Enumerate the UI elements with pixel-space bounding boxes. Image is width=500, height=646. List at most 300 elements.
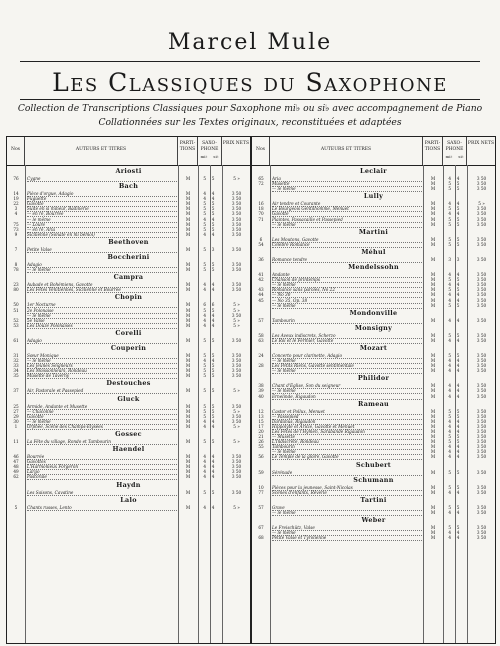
entry-number: 9	[14, 231, 18, 237]
entry-title: Les Moutons, Gavotte	[272, 237, 422, 243]
entry-partition: M	[430, 337, 436, 343]
entry-price: 3 50	[476, 216, 487, 222]
entry-saxophone: 5 5	[203, 368, 217, 374]
entry-price: 3 50	[231, 474, 242, 480]
entry-price: 5 »	[233, 176, 240, 181]
entry-partition: M	[430, 504, 436, 510]
entry-price: 3 50	[231, 469, 242, 475]
entry-saxophone: 5 5	[448, 236, 462, 242]
entry-saxophone: 5 5	[448, 287, 462, 293]
entry-number: 26	[258, 439, 264, 445]
entry-title: Armide, Andante et Musette	[27, 404, 177, 410]
entry-saxophone: 4 4	[448, 211, 462, 217]
entry-number: 12	[258, 408, 264, 414]
entry-number: 25	[13, 403, 19, 409]
entry-number: 67	[258, 525, 264, 531]
entry-title: Adagio	[27, 262, 177, 268]
entry-title: Suite en si mineur, Badinerie	[27, 206, 177, 212]
entry-price: 3 50	[476, 408, 487, 414]
entry-saxophone: 4 4	[448, 388, 462, 394]
entry-saxophone: 4 4	[448, 368, 462, 374]
entry-price: 3 50	[231, 287, 242, 293]
entry-saxophone: 4 4	[203, 469, 217, 475]
entry-partition: M	[430, 444, 436, 450]
header-price: PRIX NETS	[467, 141, 495, 146]
header-author: AUTEURS ET TITRES	[25, 137, 178, 165]
header-saxophone	[443, 137, 467, 165]
entry-price: 3 50	[476, 211, 487, 217]
entry-saxophone: 5 5	[448, 352, 462, 358]
entry-saxophone: 5 5	[203, 373, 217, 379]
entry-number: 32	[13, 358, 19, 364]
entry-partition: M	[185, 287, 191, 293]
entry-title: 5e Valse	[27, 318, 177, 324]
composer-heading: Couperin	[110, 343, 147, 352]
entry-title: — le même	[27, 419, 177, 425]
entry-price: 3 50	[231, 403, 242, 409]
entry-title: Concerto pour clarinette, Adagio	[272, 353, 422, 359]
entry-price: 3 50	[476, 449, 487, 455]
composer-heading: Mozart	[359, 343, 388, 352]
entry-partition: M	[430, 206, 436, 212]
header-saxophone-label: SAXO-PHONE	[200, 141, 219, 152]
entry-saxophone: 4 4	[448, 418, 462, 424]
entry-price: 3 50	[476, 352, 487, 358]
entry-price: 3 50	[231, 464, 242, 470]
entry-partition: M	[430, 201, 436, 207]
composer-heading: Mondonville	[349, 308, 398, 317]
entry-number: 55	[258, 444, 264, 450]
entry-price: 3 50	[476, 302, 487, 308]
entry-price: 3 50	[231, 246, 242, 252]
catalog-entry	[7, 505, 250, 510]
entry-price: 3 50	[231, 368, 242, 374]
entry-partition: M	[185, 211, 191, 217]
entry-saxophone: 4 4	[203, 358, 217, 364]
entry-partition: M	[185, 226, 191, 232]
entry-partition: M	[430, 272, 436, 278]
entry-partition: M	[185, 373, 191, 379]
entry-title: Cygne	[27, 176, 177, 182]
entry-partition: M	[430, 176, 436, 181]
entry-partition: M	[430, 221, 436, 227]
entry-title: Air, Pastorale et Passepied	[27, 388, 177, 394]
entry-price: 3 50	[476, 439, 487, 445]
entry-partition: M	[430, 525, 436, 531]
entry-partition: M	[185, 388, 191, 394]
entry-price: 3 50	[476, 206, 487, 212]
entry-saxophone: 5 5	[203, 489, 217, 495]
entry-saxophone: 4 4	[203, 287, 217, 293]
entry-partition: M	[185, 246, 191, 252]
entry-saxophone: 5 5	[203, 176, 217, 181]
entry-number: 23	[13, 282, 19, 288]
entry-number: 77	[258, 489, 264, 495]
entry-partition: M	[430, 216, 436, 222]
column-header	[7, 137, 250, 166]
entry-partition: M	[430, 352, 436, 358]
entry-saxophone: 5 5	[203, 403, 217, 409]
entry-title: Aria	[272, 176, 422, 182]
header-rule-bottom	[20, 99, 480, 100]
entry-title: Tambourin	[272, 444, 422, 450]
entry-number: 31	[13, 352, 19, 358]
entry-title: Musette de Taverny	[27, 373, 177, 379]
entry-price: 3 50	[231, 358, 242, 364]
entry-price: 3 50	[476, 292, 487, 298]
entry-title: Castor et Pollux, Menuet	[272, 409, 422, 415]
catalog-entry	[252, 510, 495, 515]
entry-number: 58	[258, 332, 264, 338]
header-author: AUTEURS ET TITRES	[270, 137, 423, 165]
entry-title: Les Fêtes de l'Hymen, Sarabande Rigaudon	[272, 429, 422, 435]
entry-title: — No 35, Op. 38	[272, 298, 422, 304]
entry-title: Les Fêtes Vénitiennes, Sicilienne et Bourrée	[27, 287, 177, 293]
header-sax-bb: si♭	[213, 154, 219, 159]
entry-price: 5 »	[233, 423, 240, 429]
entry-number: 1	[14, 423, 18, 429]
composer-heading: Méhul	[361, 247, 386, 256]
entry-partition: M	[185, 206, 191, 212]
entry-title: — le même	[272, 388, 422, 394]
entry-saxophone: 5 5	[203, 211, 217, 217]
entry-title: — Musette	[272, 434, 422, 440]
entry-saxophone: 4 4	[448, 535, 462, 541]
entry-title: Aubade et Bohémiens, Gavotte	[27, 282, 177, 288]
composer-heading: Boccherini	[107, 253, 150, 262]
entry-saxophone: 4 4	[448, 292, 462, 298]
entry-title: L'Harmonieux Forgeron	[27, 464, 177, 470]
entry-title: Gavotte	[27, 201, 177, 207]
entry-partition: M	[430, 535, 436, 541]
entry-price: 5 »	[233, 322, 240, 328]
entry-title: Sicilienne (Sonate en mi bémol)	[27, 232, 177, 238]
entry-title: — No 30	[272, 292, 422, 298]
entry-price: 3 50	[476, 363, 487, 369]
header-partitions: PARTI-TIONS	[178, 137, 198, 165]
entry-partition: M	[185, 221, 191, 227]
entry-price: 3 50	[476, 282, 487, 288]
entry-title: — le même	[272, 222, 422, 228]
entry-partition: M	[430, 287, 436, 293]
entry-saxophone: 4 4	[448, 272, 462, 278]
entry-price: 3 50	[476, 530, 487, 536]
entry-number: 33	[13, 363, 19, 369]
entry-saxophone: 5 5	[203, 307, 217, 313]
entry-number: 34	[13, 368, 19, 374]
entry-saxophone: 5 5	[203, 262, 217, 268]
entry-saxophone: 5 5	[203, 352, 217, 358]
catalog-entry	[252, 338, 495, 343]
entry-title: Le Bourgeois Gentilhomme, Menuet	[272, 206, 422, 212]
entry-saxophone: 4 4	[448, 429, 462, 434]
catalog-entry	[252, 490, 495, 495]
entry-saxophone: 5 5	[448, 469, 462, 475]
catalog-entry	[7, 439, 250, 444]
entry-partition: M	[430, 297, 436, 303]
entry-saxophone: 5 5	[448, 484, 462, 490]
entry-title: — le même	[27, 217, 177, 223]
entry-title: — en ré, Aria	[27, 227, 177, 233]
entry-number: 4	[14, 211, 18, 217]
entry-price: 3 50	[476, 358, 487, 364]
entry-number: 65	[258, 176, 264, 181]
entry-title: Adagio	[27, 338, 177, 344]
entry-number: 15	[258, 418, 264, 424]
entry-partition: M	[430, 241, 436, 247]
entry-saxophone: 5 5	[203, 267, 217, 273]
entry-partition: M	[430, 454, 436, 460]
entry-number: 71	[258, 216, 264, 222]
entry-partition: M	[185, 504, 191, 510]
entry-title: — le même	[272, 510, 422, 516]
header-rule-top	[20, 61, 480, 62]
entry-partition: M	[430, 383, 436, 389]
entry-title: Gavotte	[27, 414, 177, 420]
entry-price: 3 50	[476, 509, 487, 515]
entry-number: 28	[258, 363, 264, 369]
entry-partition: M	[430, 292, 436, 298]
composer-heading: Rameau	[357, 399, 389, 408]
entry-saxophone: 4 4	[203, 474, 217, 480]
entry-partition: M	[185, 474, 191, 480]
entry-title: — le même	[272, 530, 422, 536]
catalog-entry	[7, 424, 250, 429]
entry-number: 38	[258, 383, 264, 389]
entry-price: 3 50	[476, 368, 487, 374]
entry-price: 3 50	[476, 256, 487, 262]
entry-partition: M	[430, 484, 436, 490]
entry-number: 46	[13, 454, 19, 460]
entry-number: 53	[13, 322, 19, 328]
catalog-entry	[7, 287, 250, 292]
header-price: PRIX NETS	[222, 141, 250, 146]
entry-partition: M	[430, 332, 436, 338]
composer-heading: Schubert	[355, 460, 392, 469]
entry-saxophone: 4 4	[203, 322, 217, 328]
entry-partition: M	[185, 267, 191, 273]
entry-price: 3 50	[476, 297, 487, 303]
entry-number: 5	[14, 504, 18, 510]
entry-title: Le Temple de la gloire, Gavotte	[272, 454, 422, 460]
subtitle-line-1: Collection de Transcriptions Classiques pour Saxophone mi♭ ou si♭ avec accompagnement de Piano	[17, 103, 483, 114]
entry-saxophone: 5 5	[448, 216, 462, 222]
author-name: Marcel Mule	[167, 30, 333, 55]
entry-title: Hippolyte et Aricie, Gavotte et Menuet	[272, 424, 422, 430]
entry-price: 3 50	[231, 312, 242, 318]
entry-partition: M	[185, 368, 191, 374]
entry-price: 3 50	[476, 176, 487, 181]
entry-price: 3 50	[231, 231, 242, 237]
entry-saxophone: 4 4	[448, 530, 462, 536]
entry-number: 35	[13, 373, 19, 379]
composer-heading: Lully	[363, 192, 384, 201]
catalog-entry	[252, 535, 495, 540]
header-partitions: PARTI-TIONS	[423, 137, 443, 165]
entry-saxophone: 4 4	[203, 196, 217, 202]
entry-price: 3 50	[476, 287, 487, 293]
entry-number: 21	[258, 434, 264, 440]
entry-partition: M	[185, 403, 191, 409]
entry-partition: M	[430, 388, 436, 394]
entry-title: 2e Polonaise	[27, 308, 177, 314]
entry-price: 3 50	[476, 388, 487, 394]
entry-number: 62	[13, 474, 19, 480]
entry-price: 3 50	[476, 429, 487, 434]
entry-price: 3 50	[231, 413, 242, 419]
header-number: Nos	[252, 137, 270, 165]
entry-price: 3 50	[476, 186, 487, 192]
entry-number: 20	[258, 429, 264, 434]
entry-price: 3 50	[231, 211, 242, 217]
entry-number: 50	[13, 302, 19, 308]
entry-saxophone: 5 5	[448, 504, 462, 510]
entry-partition: M	[430, 393, 436, 399]
entry-price: 3 50	[476, 383, 487, 389]
entry-price: 3 50	[231, 337, 242, 343]
entry-price: 3 50	[231, 282, 242, 288]
entry-saxophone: 4 4	[448, 363, 462, 369]
entry-title: Les Aveux indiscrets, Scherzo	[272, 333, 422, 339]
entry-price: 3 50	[476, 434, 487, 440]
entry-saxophone: 4 4	[448, 393, 462, 399]
catalog-entry	[252, 318, 495, 323]
entry-saxophone: 4 4	[203, 312, 217, 318]
entry-saxophone: 4 4	[448, 383, 462, 389]
entry-partition: M	[185, 231, 191, 237]
entry-saxophone: 5 5	[203, 388, 217, 394]
entry-number: 14	[13, 191, 19, 197]
entry-number: 37	[13, 388, 19, 394]
entry-number: 13	[258, 413, 264, 419]
page-title: Les Classiques du Saxophone	[52, 68, 448, 97]
entry-title: Orphée, Scène des Champs-Élysées	[27, 424, 177, 430]
header-sax-eb: mi♭	[200, 154, 208, 159]
entry-title: Pièces pour la jeunesse, Saint-Nicolas	[272, 485, 422, 491]
composer-heading: Martini	[358, 227, 389, 236]
entry-price: 3 50	[476, 504, 487, 510]
entry-title: Chants russes, Lento	[27, 505, 177, 511]
entry-price: 3 50	[231, 418, 242, 424]
header-saxophone	[198, 137, 222, 165]
entry-saxophone: 4 4	[448, 176, 462, 181]
entry-price: 3 50	[476, 241, 487, 247]
entry-number: 47	[13, 459, 19, 465]
entry-price: 3 50	[231, 221, 242, 227]
entry-number: 39	[258, 388, 264, 394]
entry-partition: M	[185, 423, 191, 429]
entry-number: 18	[258, 206, 264, 212]
entry-partition: M	[185, 358, 191, 364]
entry-saxophone: 4 4	[448, 297, 462, 303]
entry-price: 5 »	[233, 302, 240, 308]
entry-saxophone: 4 4	[203, 464, 217, 470]
entry-number: 59	[258, 469, 264, 475]
entry-partition: M	[185, 352, 191, 358]
entry-saxophone: 5 5	[448, 434, 462, 440]
entry-number: 56	[258, 454, 264, 460]
entry-partition: M	[185, 489, 191, 495]
entry-title: — le même	[27, 267, 177, 273]
entry-title: Chant d'Église, Son du seigneur	[272, 383, 422, 389]
entry-partition: M	[185, 322, 191, 328]
entry-saxophone: 5 5	[203, 363, 217, 369]
entry-price: 3 50	[476, 489, 487, 495]
entry-title: Andante	[272, 272, 422, 278]
entry-partition: M	[430, 413, 436, 419]
entry-title: La Fête du village, Rondo et Tambourin	[27, 439, 177, 445]
entry-number: 48	[13, 464, 19, 470]
entry-partition: M	[185, 469, 191, 475]
catalog-entry	[7, 267, 250, 272]
entry-number: 57	[258, 504, 264, 510]
entry-price: 5 »	[233, 439, 240, 444]
composer-heading: Lalo	[120, 495, 137, 504]
entry-partition: M	[430, 181, 436, 187]
entry-saxophone: 4 4	[448, 358, 462, 364]
entry-price: 3 50	[476, 236, 487, 242]
entry-saxophone: 4 4	[203, 216, 217, 222]
entry-title: — Chaconne	[27, 409, 177, 415]
header-saxophone-label: SAXO-PHONE	[445, 141, 464, 152]
entry-partition: M	[430, 423, 436, 429]
entry-number: 78	[13, 267, 19, 273]
catalog-entry	[7, 373, 250, 378]
entry-number: 11	[13, 439, 19, 444]
entry-title: Fuguette	[27, 196, 177, 202]
entry-price: 3 50	[231, 201, 242, 207]
catalog-entry	[252, 257, 495, 262]
entry-number: 75	[13, 221, 19, 227]
entry-title: Dardanus, Rigaudon	[272, 419, 422, 425]
entry-saxophone: 4 4	[203, 454, 217, 460]
composer-heading: Monsigny	[354, 323, 393, 332]
entry-partition: M	[185, 408, 191, 414]
entry-title: Grave	[272, 505, 422, 511]
composer-heading: Schumann	[353, 475, 394, 484]
entry-partition: M	[185, 196, 191, 202]
entry-saxophone: 4 4	[448, 337, 462, 343]
composer-heading: Weber	[361, 516, 386, 525]
entry-partition: M	[430, 489, 436, 495]
entry-title: Bourrée	[27, 454, 177, 460]
entry-price: 5 »	[233, 317, 240, 323]
catalog-rows-left	[7, 166, 250, 510]
entry-partition: M	[430, 439, 436, 445]
entry-number: 24	[258, 352, 264, 358]
entry-saxophone: 5 5	[203, 226, 217, 232]
entry-number: 45	[258, 297, 264, 303]
catalog-entry	[7, 176, 250, 181]
entry-title: — le même	[272, 449, 422, 455]
entry-number: 30	[13, 418, 19, 424]
entry-number: 44	[258, 292, 264, 298]
entry-saxophone: 5 5	[448, 241, 462, 247]
catalog-table	[6, 136, 496, 644]
composer-heading: Philidor	[357, 374, 390, 383]
entry-saxophone: 4 4	[203, 418, 217, 424]
entry-title: Gavotte	[272, 211, 422, 217]
entry-saxophone: 4 4	[203, 504, 217, 510]
entry-saxophone: 4 4	[448, 489, 462, 495]
entry-saxophone: 5 5	[203, 439, 217, 444]
entry-number: 51	[13, 307, 19, 313]
entry-number: 52	[13, 317, 19, 323]
entry-partition: M	[185, 418, 191, 424]
entry-price: 3 50	[476, 418, 487, 424]
entry-number: 73	[13, 226, 19, 232]
composer-heading: Mendelssohn	[348, 263, 399, 272]
